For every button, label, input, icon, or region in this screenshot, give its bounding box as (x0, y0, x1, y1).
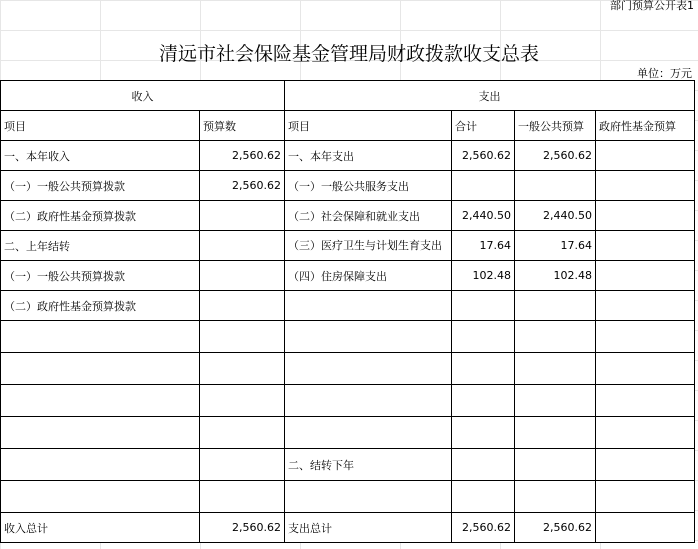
expense-total-cell[interactable]: 102.48 (452, 261, 515, 291)
expense-total-cell[interactable]: 2,440.50 (452, 201, 515, 231)
income-amount-cell[interactable] (200, 261, 285, 291)
expense-item-cell[interactable]: 一、本年支出 (285, 141, 452, 171)
table-row (1, 201, 695, 231)
expense-total-cell[interactable]: 2,560.62 (452, 141, 515, 171)
fund-budget-cell[interactable] (596, 291, 695, 321)
expense-item-cell[interactable]: （一）一般公共服务支出 (285, 171, 452, 201)
income-header[interactable]: 收入 (1, 81, 285, 111)
income-item-cell[interactable]: （二）政府性基金预算拨款 (1, 201, 200, 231)
expense-total-cell[interactable] (452, 353, 515, 385)
table-row (1, 481, 695, 513)
table-row (1, 261, 695, 291)
expense-total-cell[interactable] (452, 449, 515, 481)
table-row (1, 291, 695, 321)
expense-item-cell[interactable] (285, 291, 452, 321)
expense-total-cell[interactable]: 17.64 (452, 231, 515, 261)
income-amount-cell[interactable] (200, 417, 285, 449)
fund-budget-header[interactable]: 政府性基金预算 (596, 111, 695, 141)
income-amount-cell[interactable] (200, 201, 285, 231)
general-budget-cell[interactable]: 102.48 (515, 261, 596, 291)
income-item-header[interactable]: 项目 (1, 111, 200, 141)
general-budget-cell[interactable] (515, 171, 596, 201)
unit-note: 单位：万元 (637, 67, 692, 80)
income-item-cell[interactable]: （一）一般公共预算拨款 (1, 171, 200, 201)
expense-item-cell[interactable]: （三）医疗卫生与计划生育支出 (285, 231, 452, 261)
fund-budget-cell[interactable] (596, 417, 695, 449)
expense-header[interactable]: 支出 (285, 81, 695, 111)
expense-item-cell[interactable] (285, 417, 452, 449)
general-budget-cell[interactable] (515, 481, 596, 513)
total-header[interactable]: 合计 (452, 111, 515, 141)
income-total-label[interactable]: 收入总计 (1, 513, 200, 543)
general-budget-cell[interactable]: 17.64 (515, 231, 596, 261)
fund-budget-cell[interactable] (596, 481, 695, 513)
expense-total-label[interactable]: 支出总计 (285, 513, 452, 543)
fund-budget-cell[interactable] (596, 171, 695, 201)
income-item-cell[interactable]: （二）政府性基金预算拨款 (1, 291, 200, 321)
expense-total-cell[interactable] (452, 321, 515, 353)
fund-budget-cell[interactable] (596, 385, 695, 417)
table-row (1, 353, 695, 385)
report-title: 清远市社会保险基金管理局财政拨款收支总表 (158, 43, 539, 65)
income-amount-cell[interactable] (200, 385, 285, 417)
table-row (1, 385, 695, 417)
income-item-cell[interactable] (1, 321, 200, 353)
expense-item-cell[interactable] (285, 481, 452, 513)
general-budget-header[interactable]: 一般公共预算 (515, 111, 596, 141)
general-budget-total[interactable]: 2,560.62 (515, 513, 596, 543)
expense-total-cell[interactable] (452, 385, 515, 417)
general-budget-cell[interactable] (515, 417, 596, 449)
income-amount-cell[interactable] (200, 231, 285, 261)
table-row (1, 171, 695, 201)
totals-row (1, 513, 695, 543)
income-item-cell[interactable]: （一）一般公共预算拨款 (1, 261, 200, 291)
expense-total-cell[interactable] (452, 291, 515, 321)
expense-item-cell[interactable]: 二、结转下年 (285, 449, 452, 481)
income-amount-cell[interactable] (200, 291, 285, 321)
form-number-note: 部门预算公开表1 (610, 0, 694, 12)
fund-budget-cell[interactable] (596, 321, 695, 353)
income-item-cell[interactable] (1, 385, 200, 417)
expense-grand-total[interactable]: 2,560.62 (452, 513, 515, 543)
table-row (1, 141, 695, 171)
expense-total-cell[interactable] (452, 481, 515, 513)
table-row (1, 449, 695, 481)
income-item-cell[interactable]: 二、上年结转 (1, 231, 200, 261)
general-budget-cell[interactable] (515, 291, 596, 321)
expense-item-cell[interactable]: （二）社会保障和就业支出 (285, 201, 452, 231)
income-amount-cell[interactable]: 2,560.62 (200, 171, 285, 201)
income-item-cell[interactable]: 一、本年收入 (1, 141, 200, 171)
table-row (1, 231, 695, 261)
income-item-cell[interactable] (1, 417, 200, 449)
income-amount-cell[interactable] (200, 321, 285, 353)
fund-budget-total[interactable] (596, 513, 695, 543)
income-item-cell[interactable] (1, 481, 200, 513)
income-amount-cell[interactable] (200, 449, 285, 481)
fund-budget-cell[interactable] (596, 261, 695, 291)
general-budget-cell[interactable] (515, 353, 596, 385)
expense-total-cell[interactable] (452, 417, 515, 449)
income-amount-cell[interactable] (200, 353, 285, 385)
general-budget-cell[interactable]: 2,440.50 (515, 201, 596, 231)
expense-total-cell[interactable] (452, 171, 515, 201)
income-item-cell[interactable] (1, 449, 200, 481)
fund-budget-cell[interactable] (596, 353, 695, 385)
general-budget-cell[interactable] (515, 321, 596, 353)
table-row (1, 417, 695, 449)
general-budget-cell[interactable] (515, 449, 596, 481)
expense-item-header[interactable]: 项目 (285, 111, 452, 141)
fund-budget-cell[interactable] (596, 201, 695, 231)
income-amount-cell[interactable] (200, 481, 285, 513)
income-item-cell[interactable] (1, 353, 200, 385)
expense-item-cell[interactable] (285, 353, 452, 385)
income-total-amount[interactable]: 2,560.62 (200, 513, 285, 543)
fund-budget-cell[interactable] (596, 231, 695, 261)
general-budget-cell[interactable]: 2,560.62 (515, 141, 596, 171)
expense-item-cell[interactable]: （四）住房保障支出 (285, 261, 452, 291)
budget-table (0, 80, 695, 543)
expense-item-cell[interactable] (285, 385, 452, 417)
income-amount-cell[interactable]: 2,560.62 (200, 141, 285, 171)
fund-budget-cell[interactable] (596, 449, 695, 481)
general-budget-cell[interactable] (515, 385, 596, 417)
budget-amount-header[interactable]: 预算数 (200, 111, 285, 141)
expense-item-cell[interactable] (285, 321, 452, 353)
fund-budget-cell[interactable] (596, 141, 695, 171)
table-row (1, 321, 695, 353)
